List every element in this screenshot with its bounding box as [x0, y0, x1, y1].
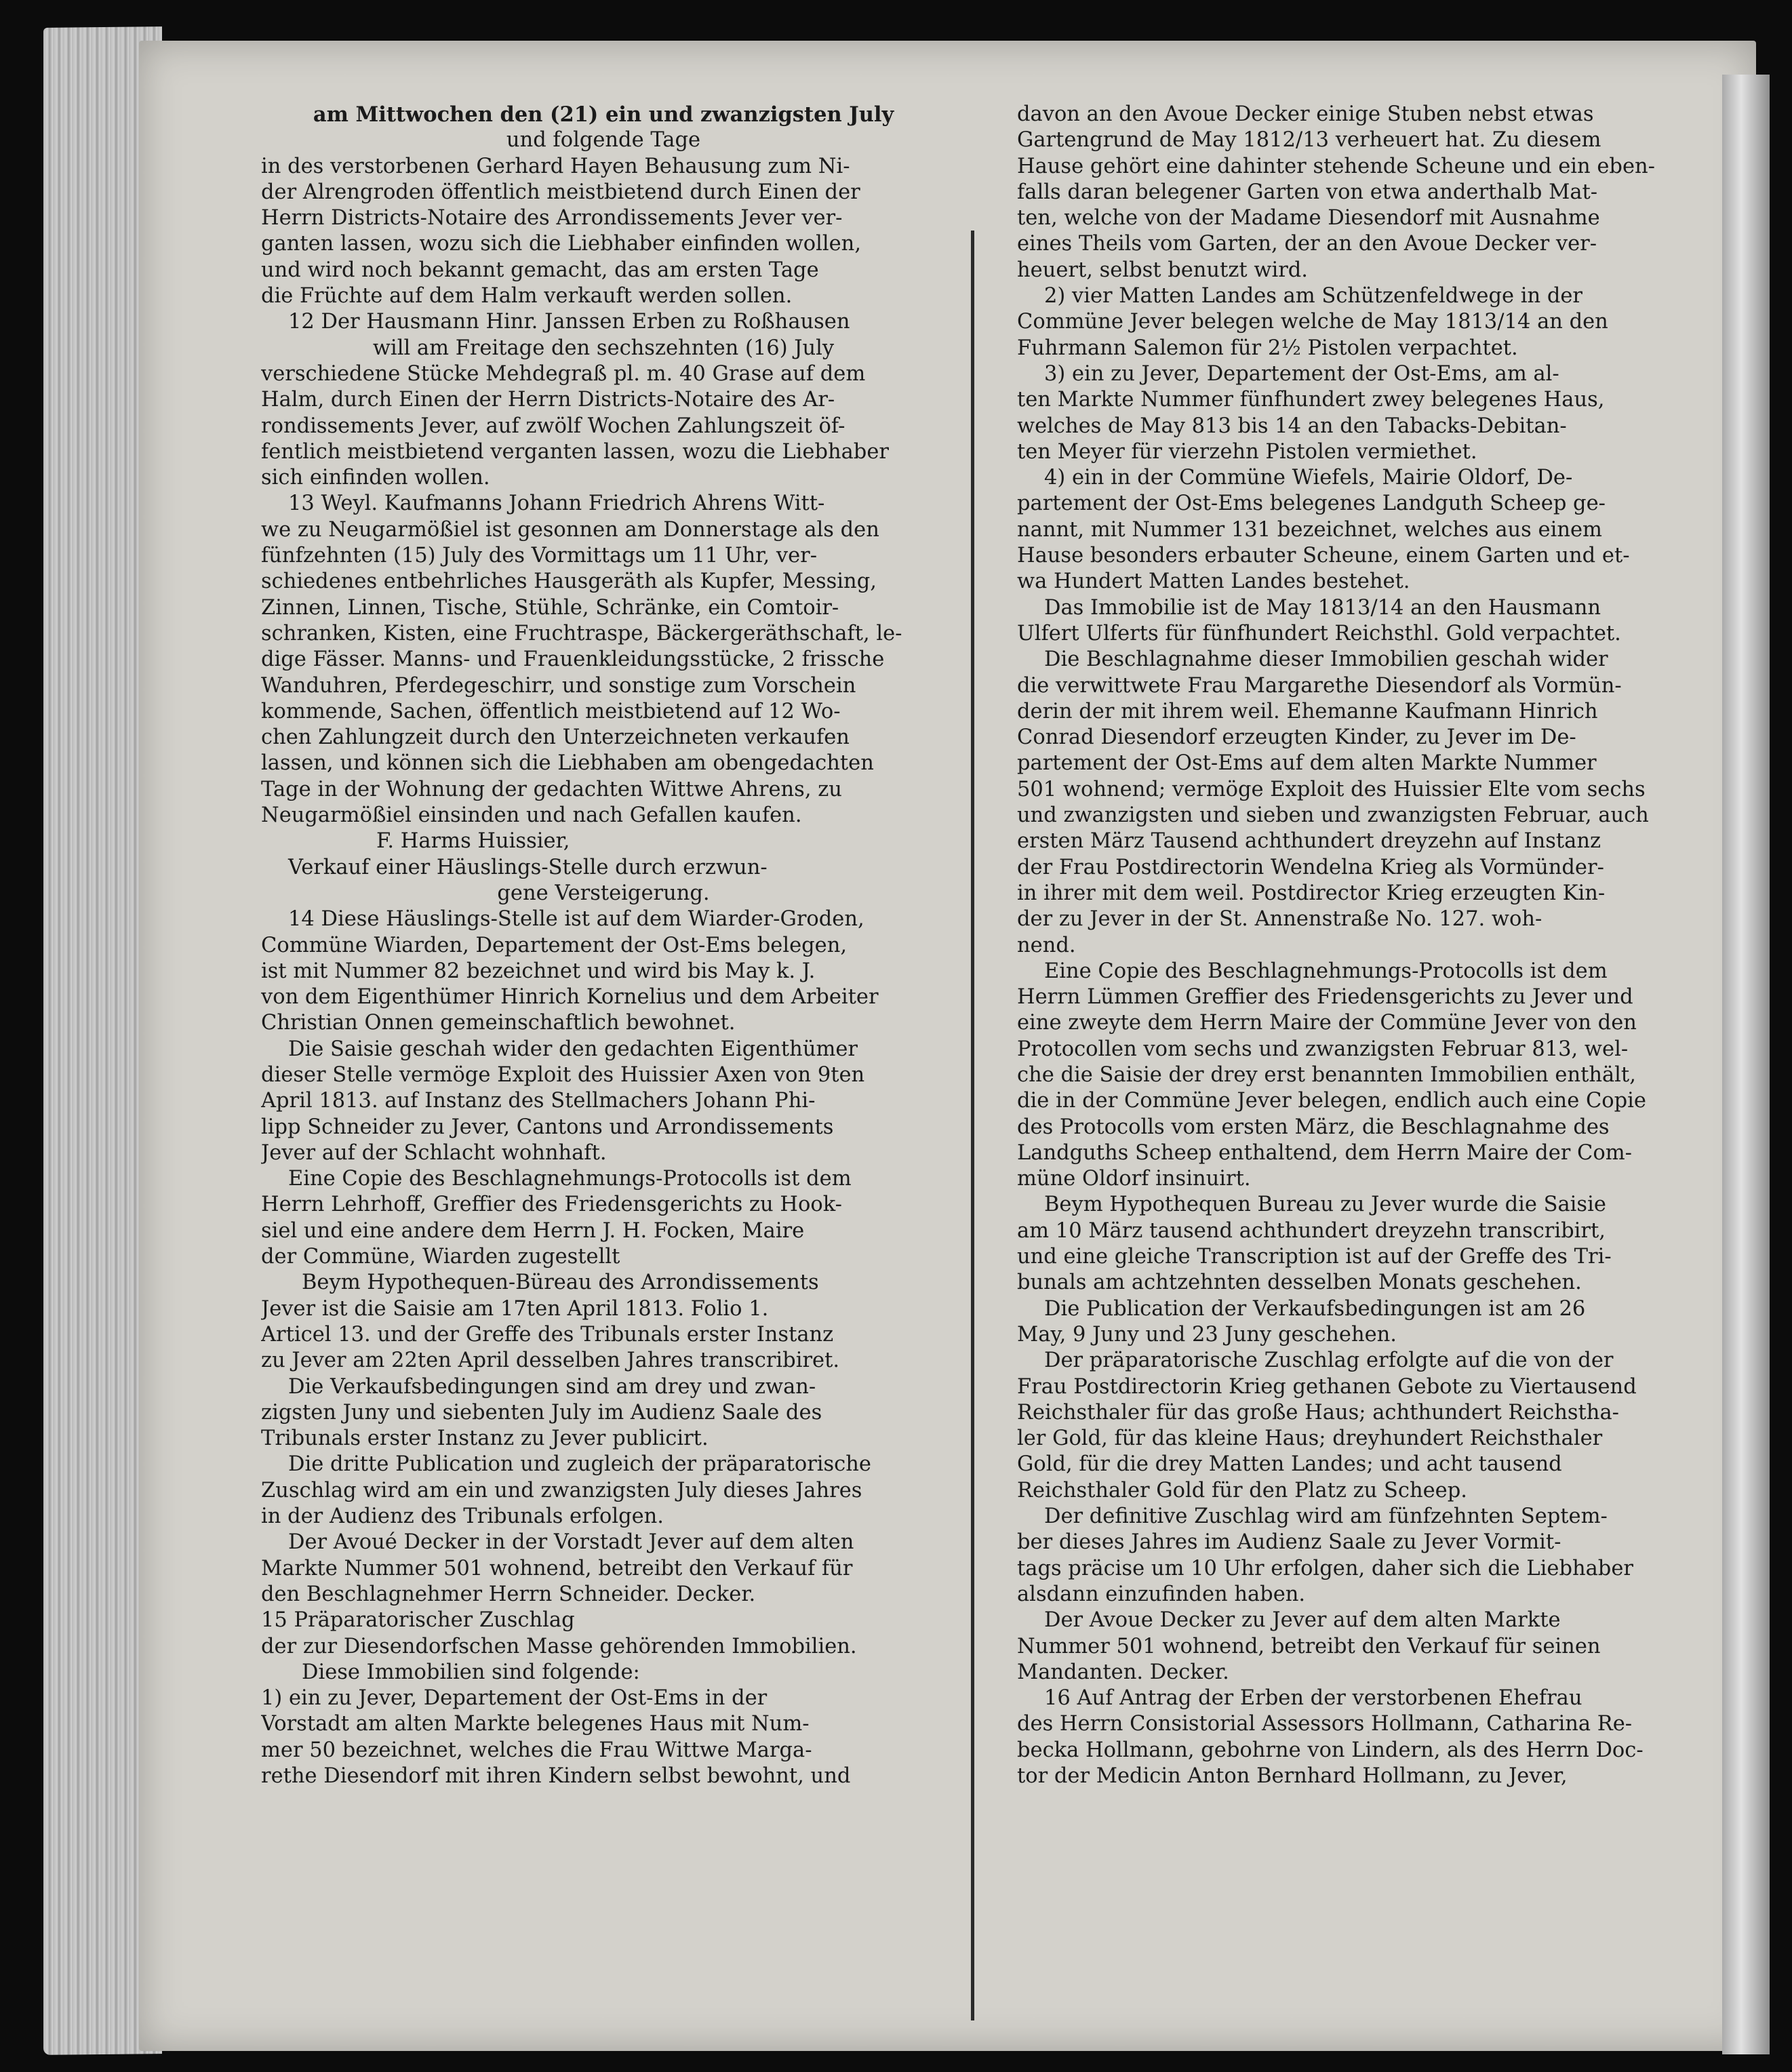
text-line: Hause gehört eine dahinter stehende Scheune und ein eben-	[1017, 154, 1655, 178]
text-line: Eine Copie des Beschlagnehmungs-Protocolls ist dem	[288, 1167, 852, 1191]
text-line: Landguths Scheep enthaltend, dem Herrn Maire der Com-	[1017, 1140, 1632, 1165]
text-line: der zu Jever in der St. Annenstraße No. 127. woh-	[1017, 907, 1542, 932]
text-line: bunals am achtzehnten desselben Monats geschehen.	[1017, 1271, 1582, 1295]
text-line: lassen, und können sich die Liebhaben am obengedachten	[261, 751, 874, 776]
text-line: 501 wohnend; vermöge Exploit des Huissier Elte vom sechs	[1017, 777, 1646, 801]
text-line: dige Fässer. Manns- und Frauenkleidungsstücke, 2 frissche	[261, 648, 885, 672]
text-line: Articel 13. und der Greffe des Tribunals erster Instanz	[261, 1322, 834, 1347]
text-line: Fuhrmann Salemon für 2½ Pistolen verpachtet.	[1017, 336, 1518, 360]
text-line: Markte Nummer 501 wohnend, betreibt den Verkauf für	[261, 1556, 853, 1580]
text-line: Frau Postdirectorin Krieg gethanen Gebote zu Viertausend	[1017, 1374, 1637, 1399]
text-line: Herrn Districts-Notaire des Arrondissements Jever ver-	[261, 206, 843, 231]
text-line: 1) ein zu Jever, Departement der Ost-Ems in der	[261, 1686, 768, 1711]
text-line: Mandanten. Decker.	[1017, 1660, 1229, 1684]
text-line: Der Avoue Decker zu Jever auf dem alten Markte	[1044, 1608, 1561, 1633]
text-line: tor der Medicin Anton Bernhard Hollmann, zu Jever,	[1017, 1764, 1568, 1788]
text-line: am Mittwochen den (21) ein und zwanzigsten July	[313, 102, 894, 127]
text-line: der zur Diesendorfschen Masse gehörenden Immobilien.	[261, 1634, 857, 1658]
text-line: Die dritte Publication und zugleich der präparatorische	[288, 1452, 871, 1477]
text-line: des Herrn Consistorial Assessors Hollmann, Catharina Re-	[1017, 1712, 1633, 1736]
text-line: Beym Hypothequen Bureau zu Jever wurde die Saisie	[1044, 1193, 1606, 1217]
text-line: zigsten Juny und siebenten July im Audienz Saale des	[261, 1400, 822, 1424]
text-line: der Alrengroden öffentlich meistbietend durch Einen der	[261, 180, 860, 204]
text-line: Eine Copie des Beschlagnehmungs-Protocolls ist dem	[1044, 959, 1608, 983]
text-line: in ihrer mit dem weil. Postdirector Krieg erzeugten Kin-	[1017, 881, 1606, 905]
column-divider-rule	[971, 231, 974, 2020]
text-line: ber dieses Jahres im Audienz Saale zu Jever Vormit-	[1017, 1530, 1561, 1555]
text-line: Verkauf einer Häuslings-Stelle durch erzwun-	[288, 855, 768, 879]
text-line: zu Jever am 22ten April desselben Jahres transcribiret.	[261, 1349, 840, 1373]
text-line: kommende, Sachen, öffentlich meistbietend auf 12 Wo-	[261, 699, 841, 723]
text-line: Wanduhren, Pferdegeschirr, und sonstige zum Vorschein	[261, 673, 856, 698]
text-line: eines Theils vom Garten, der an den Avoue Decker ver-	[1017, 232, 1597, 256]
text-line: May, 9 Juny und 23 Juny geschehen.	[1017, 1322, 1397, 1347]
text-line: Der definitive Zuschlag wird am fünfzehnten Septem-	[1044, 1505, 1608, 1529]
text-line: Gartengrund de May 1812/13 verheuert hat. Zu diesem	[1017, 128, 1601, 153]
text-line: der Frau Postdirectorin Wendelna Krieg als Vormünder-	[1017, 855, 1604, 879]
text-line: Ulfert Ulferts für fünfhundert Reichsthl. Gold verpachtet.	[1017, 621, 1621, 645]
right-column	[1017, 102, 1702, 1789]
text-line: lipp Schneider zu Jever, Cantons und Arrondissements	[261, 1115, 834, 1139]
text-line: und wird noch bekannt gemacht, das am ersten Tage	[261, 258, 819, 282]
text-line: die Früchte auf dem Halm verkauft werden sollen.	[261, 284, 793, 308]
text-line: davon an den Avoue Decker einige Stuben nebst etwas	[1017, 102, 1594, 126]
text-line: verschiedene Stücke Mehdegraß pl. m. 40 Grase auf dem	[261, 361, 866, 386]
text-line: ler Gold, für das kleine Haus; dreyhundert Reichsthaler	[1017, 1427, 1603, 1451]
text-line: Jever auf der Schlacht wohnhaft.	[261, 1140, 607, 1165]
text-line: 4) ein in der Commüne Wiefels, Mairie Oldorf, De-	[1044, 466, 1573, 490]
text-line: in des verstorbenen Gerhard Hayen Behausung zum Ni-	[261, 154, 850, 178]
text-line: 13 Weyl. Kaufmanns Johann Friedrich Ahrens Witt-	[288, 492, 825, 516]
text-line: rondissements Jever, auf zwölf Wochen Zahlungszeit öf-	[261, 414, 845, 438]
text-line: müne Oldorf insinuirt.	[1017, 1167, 1251, 1191]
text-line: Tribunals erster Instanz zu Jever publicirt.	[261, 1427, 709, 1451]
text-line: des Protocolls vom ersten März, die Beschlagnahme des	[1017, 1115, 1610, 1139]
text-line: Die Saisie geschah wider den gedachten Eigenthümer	[288, 1037, 858, 1061]
text-line: falls daran belegener Garten von etwa anderthalb Mat-	[1017, 180, 1598, 204]
text-line: Das Immobilie ist de May 1813/14 an den Hausmann	[1044, 595, 1601, 620]
text-line: am 10 März tausend achthundert dreyzehn transcribirt,	[1017, 1218, 1606, 1243]
text-line: 16 Auf Antrag der Erben der verstorbenen Ehefrau	[1044, 1686, 1582, 1711]
text-line: ten Markte Nummer fünfhundert zwey belegenes Haus,	[1017, 388, 1605, 412]
text-line: Conrad Diesendorf erzeugten Kinder, zu Jever im De-	[1017, 725, 1576, 750]
text-line: fünfzehnten (15) July des Vormittags um 11 Uhr, ver-	[261, 544, 818, 568]
text-line: nannt, mit Nummer 131 bezeichnet, welches aus einem	[1017, 517, 1602, 542]
text-line: Halm, durch Einen der Herrn Districts-Notaire des Ar-	[261, 388, 835, 412]
text-line: Die Verkaufsbedingungen sind am drey und zwan-	[288, 1374, 816, 1399]
text-line: siel und eine andere dem Herrn J. H. Focken, Maire	[261, 1218, 805, 1243]
text-line: Herrn Lümmen Greffier des Friedensgerichts zu Jever und	[1017, 985, 1633, 1010]
text-line: Gold, für die drey Matten Landes; und acht tausend	[1017, 1452, 1562, 1477]
left-column	[261, 102, 946, 1789]
text-line: fentlich meistbietend verganten lassen, wozu die Liebhaber	[261, 439, 889, 464]
text-line: heuert, selbst benutzt wird.	[1017, 258, 1308, 282]
text-line: Hause besonders erbauter Scheune, einem Garten und et-	[1017, 544, 1630, 568]
text-line: ten Meyer für vierzehn Pistolen vermiethet.	[1017, 439, 1477, 464]
text-line: dieser Stelle vermöge Exploit des Huissier Axen von 9ten	[261, 1062, 865, 1087]
text-line: von dem Eigenthümer Hinrich Kornelius und dem Arbeiter	[261, 985, 879, 1010]
text-line: Die Publication der Verkaufsbedingungen ist am 26	[1044, 1296, 1586, 1321]
text-line: in der Audienz des Tribunals erfolgen.	[261, 1505, 664, 1529]
text-line: we zu Neugarmößiel ist gesonnen am Donnerstage als den	[261, 517, 879, 542]
text-line: welches de May 813 bis 14 an den Tabacks-Debitan-	[1017, 414, 1567, 438]
text-line: 12 Der Hausmann Hinr. Janssen Erben zu Roßhausen	[288, 310, 850, 334]
text-line: und zwanzigsten und sieben und zwanzigsten Februar, auch	[1017, 803, 1649, 828]
text-line: 15 Präparatorischer Zuschlag	[261, 1608, 575, 1633]
text-line: ersten März Tausend achthundert dreyzehn auf Instanz	[1017, 829, 1601, 854]
text-line: alsdann einzufinden haben.	[1017, 1582, 1306, 1606]
text-line: ten, welche von der Madame Diesendorf mit Ausnahme	[1017, 206, 1600, 231]
text-line: ist mit Nummer 82 bezeichnet und wird bis May k. J.	[261, 959, 816, 983]
text-line: will am Freitage den sechszehnten (16) July	[372, 336, 835, 360]
text-line: 2) vier Matten Landes am Schützenfeldwege in der	[1044, 284, 1582, 308]
text-line: Commüne Jever belegen welche de May 1813/14 an den	[1017, 310, 1608, 334]
text-line: der Commüne, Wiarden zugestellt	[261, 1245, 620, 1269]
text-line: sich einfinden wollen.	[261, 466, 490, 490]
text-line: F. Harms Huissier,	[376, 829, 570, 854]
text-line: gene Versteigerung.	[497, 881, 710, 905]
text-line: rethe Diesendorf mit ihren Kindern selbst bewohnt, und	[261, 1764, 851, 1788]
text-line: Herrn Lehrhoff, Greffier des Friedensgerichts zu Hook-	[261, 1193, 842, 1217]
text-line: Vorstadt am alten Markte belegenes Haus mit Num-	[261, 1712, 810, 1736]
text-line: schiedenes entbehrliches Hausgeräth als Kupfer, Messing,	[261, 570, 877, 594]
text-line: chen Zahlungzeit durch den Unterzeichneten verkaufen	[261, 725, 850, 750]
text-line: Die Beschlagnahme dieser Immobilien geschah wider	[1044, 648, 1608, 672]
text-line: Diese Immobilien sind folgende:	[302, 1660, 640, 1684]
text-line: Neugarmößiel einsinden und nach Gefallen kaufen.	[261, 803, 802, 828]
text-line: derin der mit ihrem weil. Ehemanne Kaufmann Hinrich	[1017, 699, 1598, 723]
text-line: partement der Ost-Ems belegenes Landguth Scheep ge-	[1017, 492, 1606, 516]
text-line: den Beschlagnehmer Herrn Schneider. Decker.	[261, 1582, 756, 1606]
text-line: Zinnen, Linnen, Tische, Stühle, Schränke, ein Comtoir-	[261, 595, 839, 620]
text-line: tags präcise um 10 Uhr erfolgen, daher sich die Liebhaber	[1017, 1556, 1633, 1580]
text-line: Tage in der Wohnung der gedachten Wittwe Ahrens, zu	[261, 777, 842, 801]
text-line: und eine gleiche Transcription ist auf der Greffe des Tri-	[1017, 1245, 1612, 1269]
text-line: 14 Diese Häuslings-Stelle ist auf dem Wiarder-Groden,	[288, 907, 864, 932]
text-line: schranken, Kisten, eine Fruchtraspe, Bäckergeräthschaft, le-	[261, 621, 902, 645]
text-line: Reichsthaler für das große Haus; achthundert Reichstha-	[1017, 1400, 1619, 1424]
book-gutter	[1722, 75, 1770, 2054]
text-line: Nummer 501 wohnend, betreibt den Verkauf für seinen	[1017, 1634, 1601, 1658]
text-line: die in der Commüne Jever belegen, endlich auch eine Copie	[1017, 1089, 1646, 1113]
text-line: Zuschlag wird am ein und zwanzigsten July dieses Jahres	[261, 1478, 862, 1502]
text-line: ganten lassen, wozu sich die Liebhaber einfinden wollen,	[261, 232, 862, 256]
text-line: mer 50 bezeichnet, welches die Frau Wittwe Marga-	[261, 1738, 812, 1762]
text-line: Beym Hypothequen-Büreau des Arrondissements	[302, 1271, 819, 1295]
text-line: Commüne Wiarden, Departement der Ost-Ems belegen,	[261, 933, 848, 957]
text-line: Protocollen vom sechs und zwanzigsten Februar 813, wel-	[1017, 1037, 1629, 1061]
text-line: Reichsthaler Gold für den Platz zu Scheep.	[1017, 1478, 1467, 1502]
text-line: nend.	[1017, 933, 1076, 957]
text-line: Der präparatorische Zuschlag erfolgte auf die von der	[1044, 1349, 1614, 1373]
text-line: becka Hollmann, gebohrne von Lindern, als des Herrn Doc-	[1017, 1738, 1644, 1762]
text-line: Christian Onnen gemeinschaftlich bewohnet.	[261, 1011, 736, 1035]
text-line: che die Saisie der drey erst benannten Immobilien enthält,	[1017, 1062, 1636, 1087]
text-line: 3) ein zu Jever, Departement der Ost-Ems, am al-	[1044, 361, 1559, 386]
text-line: eine zweyte dem Herrn Maire der Commüne Jever von den	[1017, 1011, 1637, 1035]
text-line: partement der Ost-Ems auf dem alten Markte Nummer	[1017, 751, 1597, 776]
text-line: die verwittwete Frau Margarethe Diesendorf als Vormün-	[1017, 673, 1622, 698]
text-line: April 1813. auf Instanz des Stellmachers Johann Phi-	[261, 1089, 816, 1113]
text-line: Der Avoué Decker in der Vorstadt Jever auf dem alten	[288, 1530, 854, 1555]
text-line: Jever ist die Saisie am 17ten April 1813. Folio 1.	[261, 1296, 769, 1321]
text-line: und folgende Tage	[506, 128, 701, 153]
text-line: wa Hundert Matten Landes bestehet.	[1017, 570, 1410, 594]
